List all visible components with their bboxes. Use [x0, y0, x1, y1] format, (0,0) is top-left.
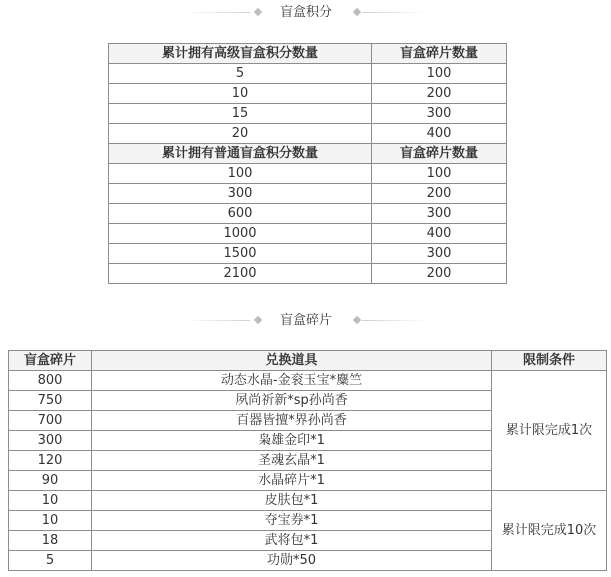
- cost-cell: 90: [9, 471, 92, 491]
- shards-cell: 300: [372, 244, 507, 264]
- shard-exchange-table: [8, 350, 607, 571]
- section-header-shards: [0, 311, 611, 331]
- cost-cell: 5: [9, 551, 92, 571]
- table-row: [9, 491, 607, 511]
- item-cell: 功勋*50: [92, 551, 492, 571]
- limit-cell: 累计限完成1次: [492, 371, 607, 491]
- divider-line: [185, 12, 250, 13]
- limit-cell: 累计限完成10次: [492, 491, 607, 571]
- points-cell: 20: [109, 124, 372, 144]
- item-cell: 枭雄金印*1: [92, 431, 492, 451]
- item-cell: 武将包*1: [92, 531, 492, 551]
- cost-cell: 10: [9, 491, 92, 511]
- shards-cell: 400: [372, 124, 507, 144]
- divider-line: [362, 320, 427, 321]
- column-header: 累计拥有普通盲盒积分数量: [109, 144, 372, 164]
- item-cell: 百器皆擅*界孙尚香: [92, 411, 492, 431]
- points-cell: 600: [109, 204, 372, 224]
- table-row: [109, 104, 507, 124]
- item-cell: 圣魂玄晶*1: [92, 451, 492, 471]
- cost-cell: 800: [9, 371, 92, 391]
- shards-cell: 200: [372, 84, 507, 104]
- column-header: 累计拥有高级盲盒积分数量: [109, 44, 372, 64]
- table-row: [109, 124, 507, 144]
- points-cell: 2100: [109, 264, 372, 284]
- shards-cell: 200: [372, 264, 507, 284]
- column-header: 盲盒碎片数量: [372, 144, 507, 164]
- points-cell: 100: [109, 164, 372, 184]
- points-cell: 1000: [109, 224, 372, 244]
- table-row: [109, 84, 507, 104]
- shards-cell: 300: [372, 204, 507, 224]
- table-header-row: [9, 351, 607, 371]
- section-header-points: [0, 3, 611, 23]
- points-cell: 300: [109, 184, 372, 204]
- diamond-icon: [254, 8, 262, 16]
- points-cell: 10: [109, 84, 372, 104]
- points-exchange-table: [108, 43, 507, 284]
- cost-cell: 10: [9, 511, 92, 531]
- table-row: [109, 264, 507, 284]
- item-cell: 水晶碎片*1: [92, 471, 492, 491]
- divider-line: [362, 12, 427, 13]
- shards-cell: 400: [372, 224, 507, 244]
- diamond-icon: [353, 316, 361, 324]
- column-header-item: 兑换道具: [92, 351, 492, 371]
- table-row: [109, 204, 507, 224]
- column-header-cost: 盲盒碎片: [9, 351, 92, 371]
- table-row: [109, 244, 507, 264]
- item-cell: 夺宝券*1: [92, 511, 492, 531]
- table-row: [109, 164, 507, 184]
- column-header-limit: 限制条件: [492, 351, 607, 371]
- cost-cell: 750: [9, 391, 92, 411]
- table-row: [109, 184, 507, 204]
- table-row: [109, 64, 507, 84]
- cost-cell: 300: [9, 431, 92, 451]
- table-header-row: [109, 44, 507, 64]
- item-cell: 夙尚祈新*sp孙尚香: [92, 391, 492, 411]
- shards-cell: 200: [372, 184, 507, 204]
- section-title: 盲盒碎片: [280, 313, 333, 328]
- cost-cell: 700: [9, 411, 92, 431]
- divider-line: [185, 320, 250, 321]
- diamond-icon: [353, 8, 361, 16]
- shards-cell: 300: [372, 104, 507, 124]
- points-cell: 5: [109, 64, 372, 84]
- points-cell: 15: [109, 104, 372, 124]
- item-cell: 动态水晶-金衮玉宝*麋竺: [92, 371, 492, 391]
- table-header-row: [109, 144, 507, 164]
- table-row: [109, 224, 507, 244]
- shards-cell: 100: [372, 164, 507, 184]
- shards-cell: 100: [372, 64, 507, 84]
- table-row: [9, 371, 607, 391]
- diamond-icon: [254, 316, 262, 324]
- column-header: 盲盒碎片数量: [372, 44, 507, 64]
- section-title: 盲盒积分: [280, 5, 333, 20]
- cost-cell: 18: [9, 531, 92, 551]
- item-cell: 皮肤包*1: [92, 491, 492, 511]
- points-cell: 1500: [109, 244, 372, 264]
- cost-cell: 120: [9, 451, 92, 471]
